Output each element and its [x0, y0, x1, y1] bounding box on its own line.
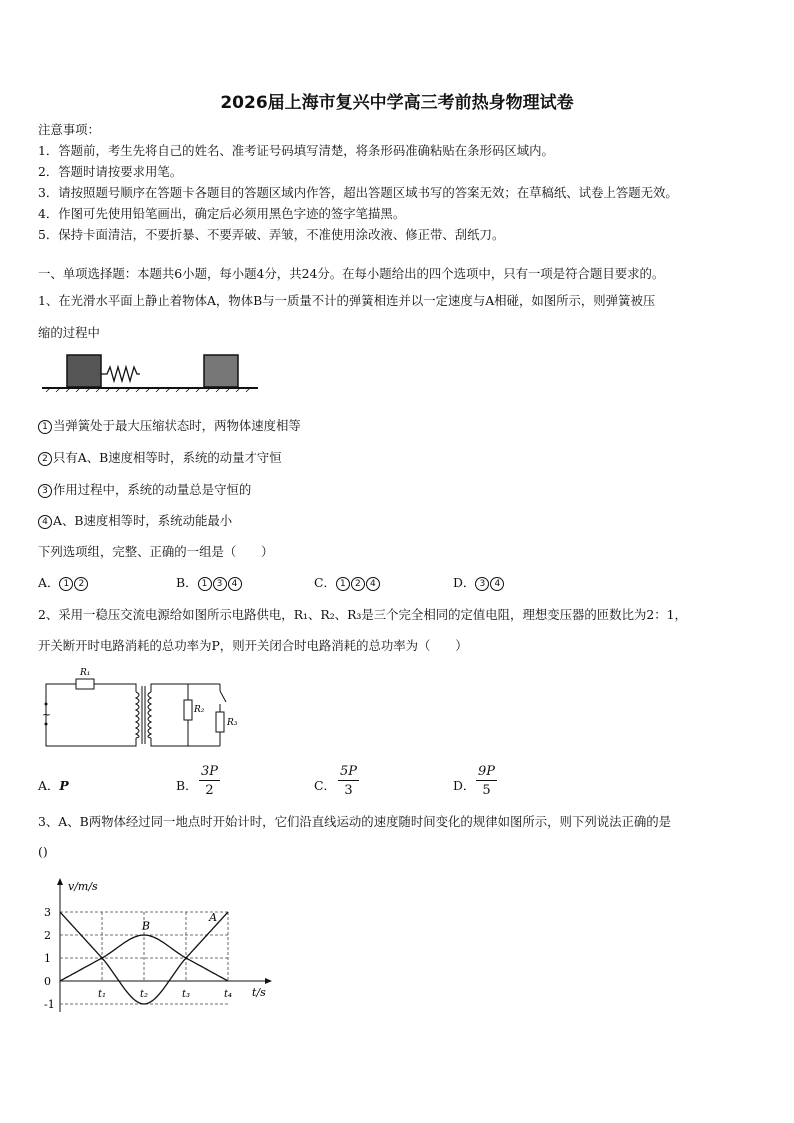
spring [101, 367, 140, 381]
label-r3: R₃ [227, 718, 238, 728]
q2-circuit-figure [40, 664, 250, 754]
x-tick-label: t₂ [140, 989, 149, 1000]
series-label-b: B [141, 919, 150, 933]
block-a [204, 355, 238, 387]
resistor-r1 [76, 679, 94, 689]
notice-item: 3．请按照题号顺序在答题卡各题目的答题区域内作答，超出答题区域书写的答案无效；在草稿纸、试卷上答题无效。 [38, 185, 678, 200]
q1-stem: 缩的过程中 [38, 325, 100, 340]
q1-statement: 2 只有A、B速度相等时，系统的动量才守恒 [38, 448, 282, 466]
q1-option-a[interactable]: A． 1 2 [38, 573, 89, 591]
q2-option-c-fraction: $\frac{5P}{3}$ [340, 764, 358, 798]
y-tick-label: -1 [44, 998, 55, 1011]
x-tick-label: t₄ [224, 989, 233, 1000]
q3-stem: () [38, 844, 48, 859]
q1-statement: 1 当弹簧处于最大压缩状态时，两物体速度相等 [38, 416, 301, 434]
y-tick-label: 3 [44, 906, 51, 919]
ac-source-symbol: ~ [42, 708, 52, 721]
notice-item: 1．答题前，考生先将自己的姓名、准考证号码填写清楚，将条形码准确粘贴在条形码区域内。 [38, 143, 554, 158]
q2-stem: 开关断开时电路消耗的总功率为P，则开关闭合时电路消耗的总功率为（ ） [38, 638, 468, 653]
q2-option-d-fraction: $\frac{9P}{5}$ [478, 764, 496, 798]
series-label-a: A [209, 911, 218, 925]
q2-option-a[interactable]: A．P [38, 778, 69, 793]
label-r2: R₂ [194, 705, 205, 715]
notice-item: 5．保持卡面清洁，不要折暴、不要弄破、弄皱，不准使用涂改液、修正带、刮纸刀。 [38, 227, 505, 242]
switch [220, 691, 226, 702]
notice-heading: 注意事项： [38, 122, 100, 137]
q2-option-c[interactable]: C． [314, 778, 336, 793]
q1-statement: 4 A、B速度相等时，系统动能最小 [38, 511, 232, 529]
y-tick-label: 0 [44, 975, 51, 988]
q1-stem: 1、在光滑水平面上静止着物体A，物体B与一质量不计的弹簧相连并以一定速度与A相碰，如图所示，则弹簧被压 [38, 293, 656, 308]
y-axis-label: v/m/s [68, 880, 98, 893]
vt-chart [30, 876, 275, 1016]
notice-item: 2．答题时请按要求用笔。 [38, 164, 183, 179]
block-b [67, 355, 101, 387]
q1-option-d[interactable]: D． 3 4 [453, 573, 505, 591]
q1-statement: 3 作用过程中，系统的动量总是守恒的 [38, 480, 251, 498]
page-title: 2026届上海市复兴中学高三考前热身物理试卷 [220, 93, 574, 113]
q2-stem: 2、采用一稳压交流电源给如图所示电路供电，R₁、R₂、R₃是三个完全相同的定值电阻，理想变压器的匝数比为2：1， [38, 607, 687, 622]
x-axis-label: t/s [252, 986, 266, 999]
label-r1: R₁ [80, 668, 91, 678]
resistor-r2 [184, 700, 192, 720]
x-axis-arrow [265, 978, 272, 984]
y-tick-label: 2 [44, 929, 51, 942]
q1-spring-figure [40, 352, 262, 394]
q2-option-b[interactable]: B． [176, 778, 198, 793]
section-heading: 一、单项选择题：本题共6小题，每小题4分，共24分。在每小题给出的四个选项中，只有一项是符合题目要求的。 [38, 266, 665, 281]
y-tick-label: 1 [44, 952, 51, 965]
q2-option-d[interactable]: D． [453, 778, 476, 793]
x-tick-label: t₃ [182, 989, 191, 1000]
q1-option-b[interactable]: B． 1 3 4 [176, 573, 243, 591]
q1-option-c[interactable]: C． 1 2 4 [314, 573, 381, 591]
y-axis-arrow [57, 878, 63, 885]
resistor-r3 [216, 712, 224, 732]
q1-prompt: 下列选项组，完整、正确的一组是（ ） [38, 544, 274, 559]
notice-item: 4．作图可先使用铅笔画出，确定后必须用黑色字迹的签字笔描黑。 [38, 206, 406, 221]
q2-option-b-fraction: $\frac{3P}{2}$ [201, 764, 219, 798]
x-tick-label: t₁ [98, 989, 107, 1000]
q3-stem: 3、A、B两物体经过同一地点时开始计时，它们沿直线运动的速度随时间变化的规律如图所示，则下列说法正确的是 [38, 814, 672, 829]
